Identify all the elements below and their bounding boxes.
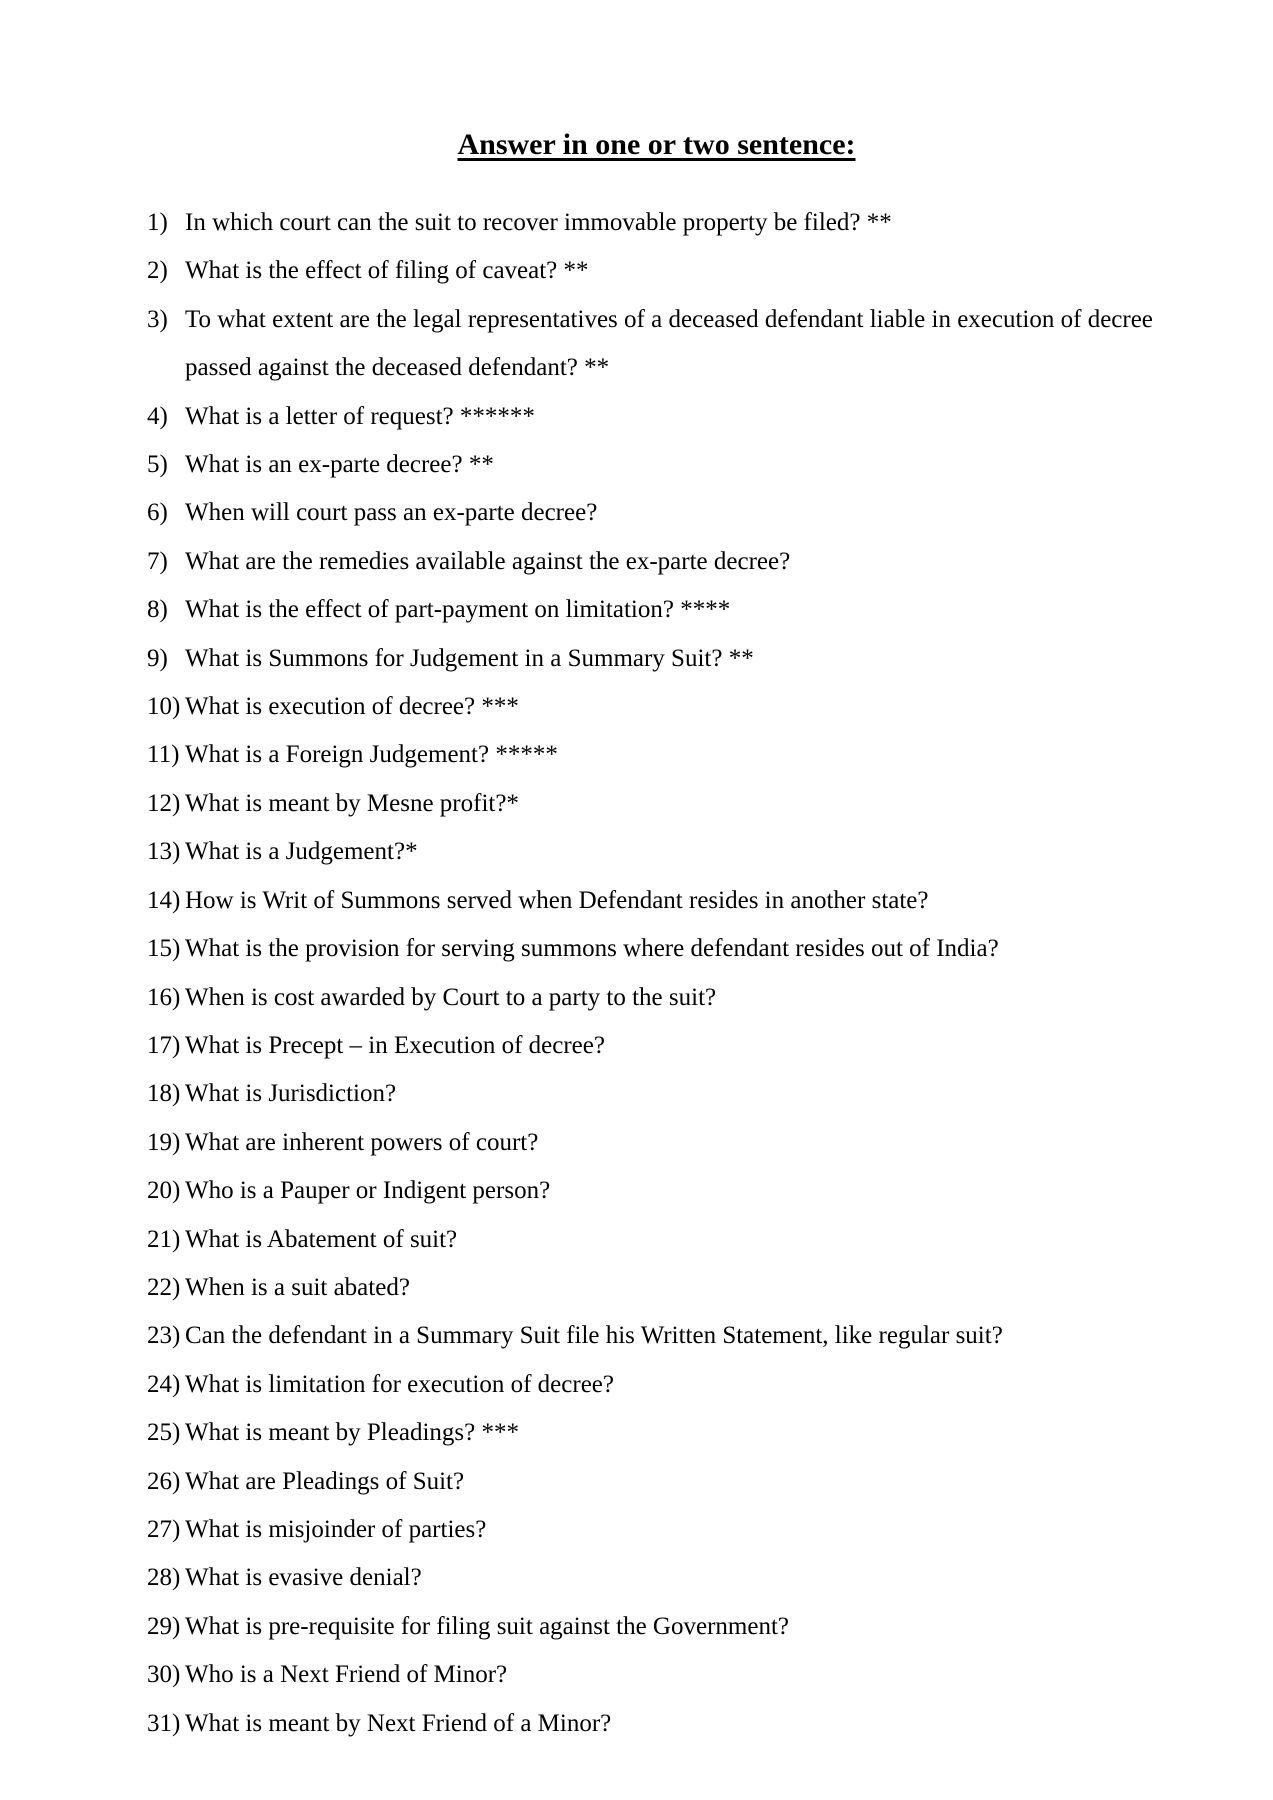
question-number: 20) — [147, 1177, 181, 1205]
question-text: What is the effect of part-payment on limitation? **** — [185, 596, 731, 624]
question-text: What is execution of decree? *** — [185, 693, 519, 721]
question-number: 6) — [147, 499, 168, 527]
question-item — [147, 974, 1207, 1022]
question-item — [147, 489, 1207, 537]
question-number: 1) — [147, 209, 168, 236]
question-number: 31) — [147, 1709, 181, 1737]
question-number: 10) — [147, 693, 181, 721]
question-item — [147, 925, 1207, 973]
question-text: What is meant by Mesne profit?* — [185, 789, 519, 817]
question-number: 14) — [147, 886, 181, 914]
question-text: What is the provision for serving summons where defendant resides out of India? — [185, 935, 999, 963]
question-item — [147, 1458, 1207, 1506]
question-text: What is Abatement of suit? — [185, 1225, 458, 1253]
question-text: What are inherent powers of court? — [185, 1128, 539, 1156]
question-number: 8) — [147, 596, 168, 624]
question-item — [147, 1022, 1207, 1070]
question-item — [147, 780, 1207, 828]
question-number: 19) — [147, 1128, 181, 1156]
question-number: 7) — [147, 547, 168, 575]
question-item — [147, 586, 1207, 634]
question-number: 29) — [147, 1612, 181, 1640]
question-number: 5) — [147, 451, 168, 479]
question-item — [147, 1506, 1207, 1554]
question-item — [147, 731, 1207, 779]
question-number: 13) — [147, 838, 181, 866]
question-number: 28) — [147, 1564, 181, 1592]
question-text: Who is a Pauper or Indigent person? — [185, 1177, 551, 1205]
question-text: What are the remedies available against the ex-parte decree? — [185, 547, 791, 575]
question-item — [147, 1167, 1207, 1215]
question-text: To what extent are the legal representatives of a deceased defendant liable in execution of decree passed against the deceased defendant? ** — [185, 305, 1153, 382]
question-number: 24) — [147, 1370, 181, 1398]
question-item — [147, 1651, 1207, 1699]
question-number: 25) — [147, 1419, 181, 1447]
question-item — [147, 1119, 1207, 1167]
question-item — [147, 296, 1207, 393]
question-number: 4) — [147, 402, 168, 430]
question-item — [147, 1264, 1207, 1312]
question-number: 30) — [147, 1661, 181, 1689]
question-text: What is limitation for execution of decree? — [185, 1370, 614, 1398]
question-text: What is a letter of request? ****** — [185, 402, 535, 430]
question-text: What is Precept – in Execution of decree? — [185, 1031, 605, 1059]
question-item — [147, 635, 1207, 683]
question-text: What is Jurisdiction? — [185, 1080, 397, 1108]
question-number: 11) — [147, 741, 180, 769]
question-text: What is misjoinder of parties? — [185, 1515, 487, 1543]
question-item — [147, 393, 1207, 441]
question-number: 3) — [147, 305, 168, 333]
question-item — [147, 1312, 1207, 1360]
question-number: 23) — [147, 1322, 181, 1350]
question-number: 22) — [147, 1273, 181, 1301]
question-text: How is Writ of Summons served when Defendant resides in another state? — [185, 886, 929, 914]
question-number: 18) — [147, 1080, 181, 1108]
question-text: When will court pass an ex-parte decree? — [185, 499, 598, 527]
question-item — [147, 441, 1207, 489]
question-text: What is evasive denial? — [185, 1564, 422, 1592]
question-text: What is Summons for Judgement in a Summary Suit? ** — [185, 644, 754, 672]
question-item — [147, 1409, 1207, 1457]
question-item — [147, 683, 1207, 731]
question-text: Can the defendant in a Summary Suit file his Written Statement, like regular suit? — [185, 1322, 1003, 1350]
question-item — [147, 538, 1207, 586]
question-text: What is meant by Next Friend of a Minor? — [185, 1709, 612, 1737]
question-text: Who is a Next Friend of Minor? — [185, 1661, 508, 1689]
question-text: What is the effect of filing of caveat? ** — [185, 257, 589, 285]
question-text: What is pre-requisite for filing suit against the Government? — [185, 1612, 789, 1640]
question-text: What is meant by Pleadings? *** — [185, 1419, 519, 1447]
question-number: 26) — [147, 1467, 181, 1495]
question-item — [147, 199, 1207, 247]
question-item — [147, 828, 1207, 876]
question-number: 17) — [147, 1031, 181, 1059]
question-text: When is cost awarded by Court to a party to the suit? — [185, 983, 717, 1011]
question-item — [147, 247, 1207, 295]
question-item — [147, 1603, 1207, 1651]
question-number: 27) — [147, 1515, 181, 1543]
question-text: In which court can the suit to recover immovable property be filed? ** — [185, 209, 892, 236]
question-number: 9) — [147, 644, 168, 672]
question-item — [147, 1070, 1207, 1118]
question-text: What is a Judgement?* — [185, 838, 418, 866]
question-list — [147, 199, 1207, 1748]
question-number: 16) — [147, 983, 181, 1011]
question-item — [147, 877, 1207, 925]
question-number: 12) — [147, 789, 181, 817]
question-text: What is an ex-parte decree? ** — [185, 451, 494, 479]
question-number: 2) — [147, 257, 168, 285]
question-item — [147, 1216, 1207, 1264]
question-number: 15) — [147, 935, 181, 963]
question-item — [147, 1361, 1207, 1409]
question-item — [147, 1554, 1207, 1602]
question-number: 21) — [147, 1225, 181, 1253]
question-text: What is a Foreign Judgement? ***** — [185, 741, 558, 769]
question-text: When is a suit abated? — [185, 1273, 410, 1301]
page-title: Answer in one or two sentence: — [457, 128, 856, 161]
question-text: What are Pleadings of Suit? — [185, 1467, 465, 1495]
question-item — [147, 1700, 1207, 1748]
